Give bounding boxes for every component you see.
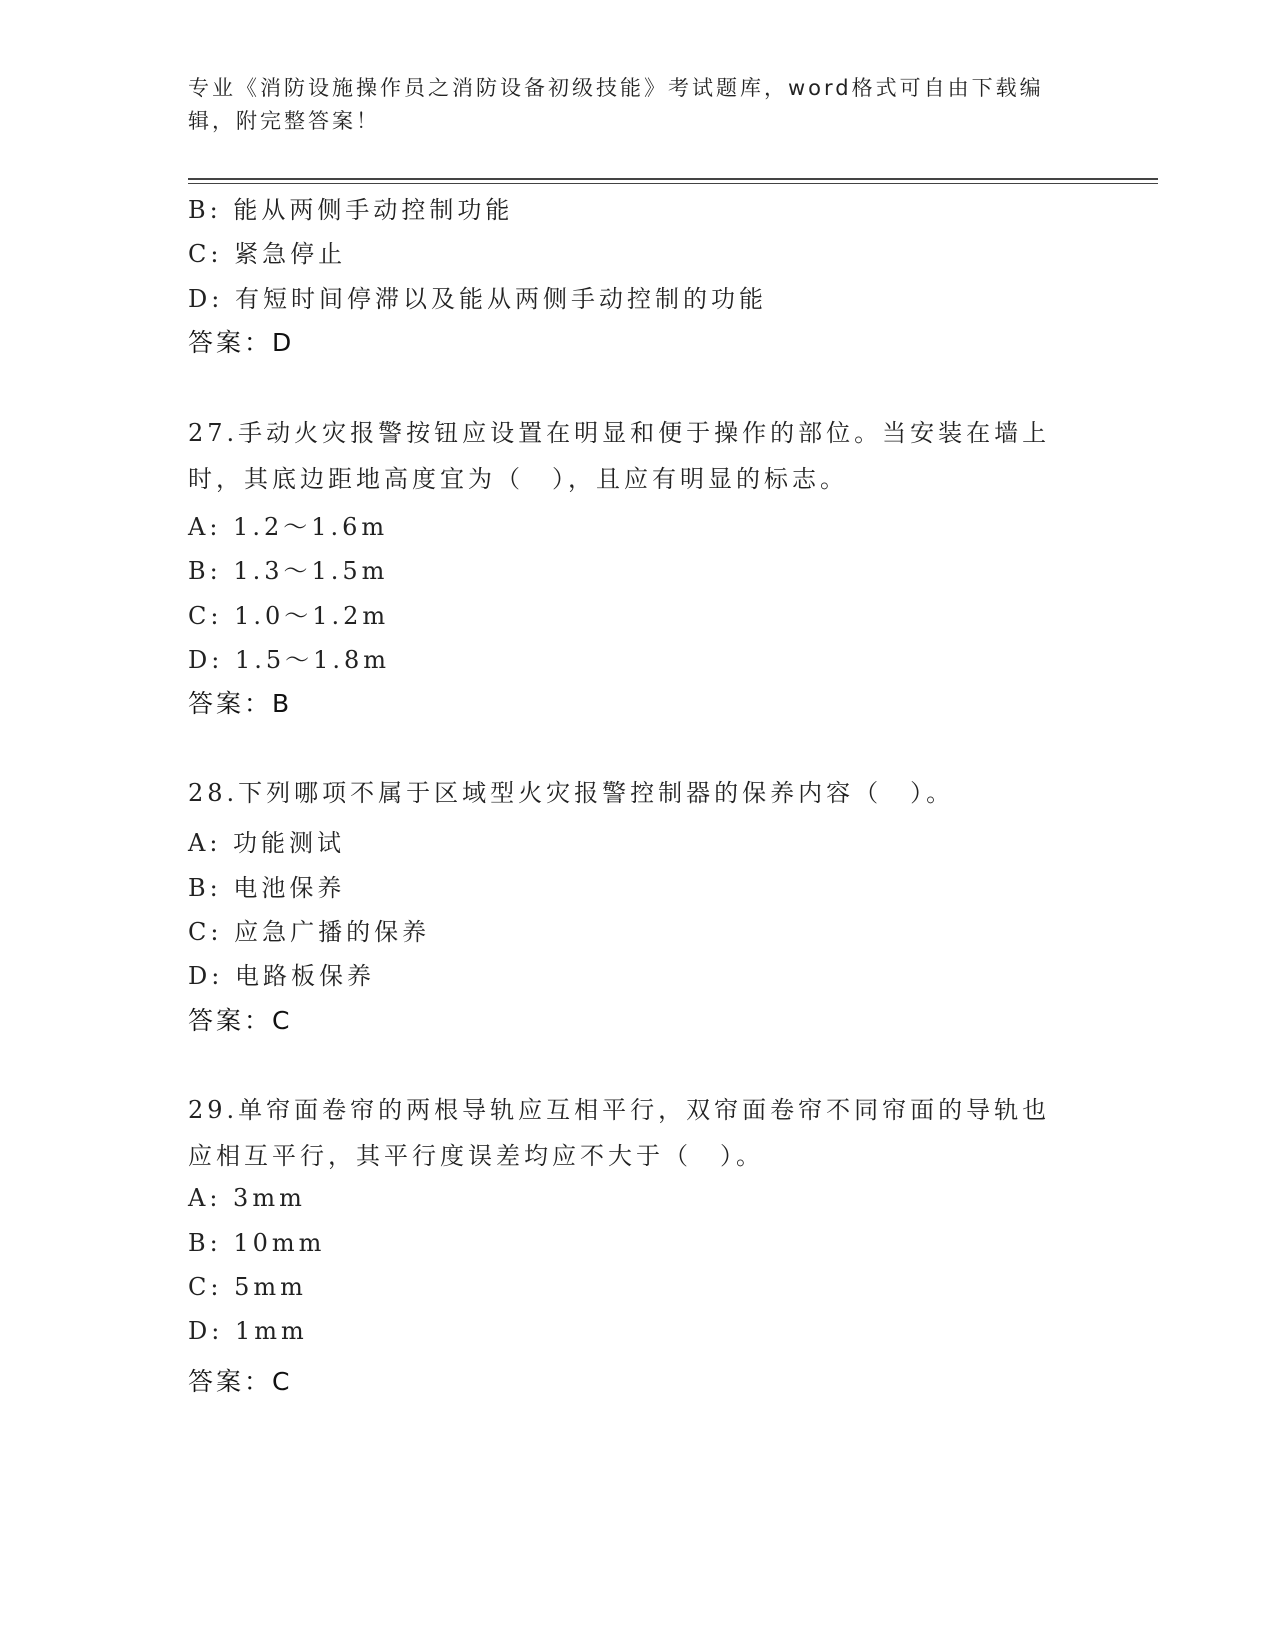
header-rule-thin xyxy=(188,183,1158,184)
q29-option-a: A: 3mm xyxy=(188,1184,306,1212)
q26-option-b: B: 能从两侧手动控制功能 xyxy=(188,196,514,224)
q27-option-b: B: 1.3～1.5m xyxy=(188,557,389,585)
q26-answer: 答案：D xyxy=(188,328,295,357)
q28-option-d: D: 电路板保养 xyxy=(188,962,375,990)
q27-answer: 答案：B xyxy=(188,689,293,718)
q26-option-c: C: 紧急停止 xyxy=(188,240,347,268)
q28-stem: 28.下列哪项不属于区域型火灾报警控制器的保养内容（ ）。 xyxy=(188,779,955,807)
q28-option-a: A: 功能测试 xyxy=(188,829,346,857)
q27-option-d: D: 1.5～1.8m xyxy=(188,646,391,674)
q29-option-b: B: 10mm xyxy=(188,1229,326,1257)
q29-stem: 29.单帘面卷帘的两根导轨应互相平行，双帘面卷帘不同帘面的导轨也应相互平行，其平行度误差均应不大于（ ）。 xyxy=(188,1096,1051,1170)
q26-option-d: D: 有短时间停滞以及能从两侧手动控制的功能 xyxy=(188,285,767,313)
q29-answer: 答案：C xyxy=(188,1367,293,1396)
q28-answer: 答案：C xyxy=(188,1006,293,1035)
header-rule-thick xyxy=(188,178,1158,180)
q27-option-c: C: 1.0～1.2m xyxy=(188,602,390,630)
q27-option-a: A: 1.2～1.6m xyxy=(188,513,389,541)
q29-option-d: D: 1mm xyxy=(188,1317,308,1345)
document-header: 专业《消防设施操作员之消防设备初级技能》考试题库，word格式可自由下载编辑，附完整答案！ xyxy=(188,76,1044,133)
q28-option-b: B: 电池保养 xyxy=(188,874,346,902)
q29-option-c: C: 5mm xyxy=(188,1273,307,1301)
q28-option-c: C: 应急广播的保养 xyxy=(188,918,431,946)
q27-stem: 27.手动火灾报警按钮应设置在明显和便于操作的部位。当安装在墙上时，其底边距地高度宜为（ ），且应有明显的标志。 xyxy=(188,419,1051,493)
